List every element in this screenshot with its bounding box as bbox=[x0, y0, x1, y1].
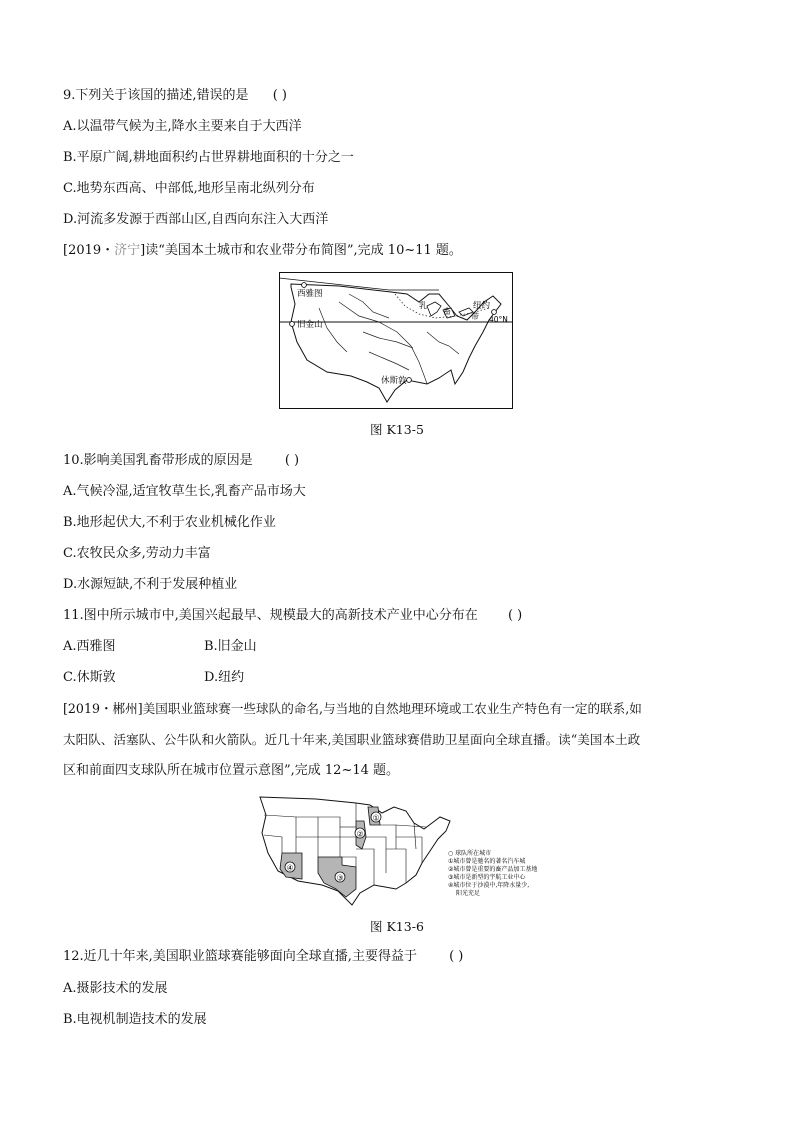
q11-option-d: D.纽约 bbox=[204, 670, 245, 685]
intro2-line1: [2019・郴州]美国职业篮球赛一些球队的命名,与当地的自然地理环境或工农业生产特色有一定的联系,如 bbox=[63, 701, 642, 716]
marker-1: ① bbox=[372, 813, 380, 823]
label-dairy-2: 畜 bbox=[443, 307, 451, 316]
label-new-york: 纽约 bbox=[473, 301, 491, 311]
q9-option-d: D.河流多发源于西部山区,自西向东注入大西洋 bbox=[63, 212, 329, 227]
q9-stem bbox=[63, 86, 287, 106]
q10-option-b: B.地形起伏大,不利于农业机械化作业 bbox=[63, 515, 276, 530]
q12-option-a: A.摄影技术的发展 bbox=[63, 981, 168, 996]
q10-option-d: D.水源短缺,不利于发展种植业 bbox=[63, 577, 238, 592]
label-san-francisco: 旧金山 bbox=[297, 320, 323, 330]
q11-stem-text: 11.图中所示城市中,美国兴起最早、规模最大的高新技术产业中心分布在 bbox=[63, 608, 478, 623]
label-seattle: 西雅图 bbox=[297, 289, 323, 299]
q11-option-c: C.休斯敦 bbox=[63, 670, 116, 685]
q9-answer-paren: ( ) bbox=[272, 88, 287, 103]
q11-stem bbox=[63, 606, 522, 626]
q10-stem bbox=[63, 451, 299, 471]
legend-0: ○ 球队所在城市 bbox=[448, 850, 492, 857]
label-dairy-1: 乳 bbox=[419, 301, 427, 310]
legend-3: ③城市是新型的宇航工业中心 bbox=[448, 874, 526, 881]
legend-4: ④城市位于沙漠中,年降水量少, bbox=[448, 882, 530, 889]
q12-option-b: B.电视机制造技术的发展 bbox=[63, 1012, 207, 1027]
legend-2: ②城市曾是重要的畜产品加工基地 bbox=[448, 866, 538, 873]
legend-5: 阳光充足 bbox=[456, 890, 481, 897]
intro1-place: 济宁 bbox=[114, 243, 141, 258]
q9-option-b: B.平原广阔,耕地面积约占世界耕地面积的十分之一 bbox=[63, 150, 354, 165]
intro2-line3: 区和前面四支球队所在城市位置示意图”,完成 12~14 题。 bbox=[63, 763, 400, 778]
q10-option-a: A.气候冷湿,适宜牧草生长,乳畜产品市场大 bbox=[63, 484, 306, 499]
intro-10-11 bbox=[63, 241, 462, 261]
q11-option-b: B.旧金山 bbox=[204, 639, 257, 654]
q11-option-a: A.西雅图 bbox=[63, 639, 116, 654]
q11-answer-paren: ( ) bbox=[507, 608, 523, 623]
intro1-bracket: [2019・ bbox=[63, 243, 115, 258]
q12-stem-text: 12.近几十年来,美国职业篮球赛能够面向全球直播,主要得益于 bbox=[63, 949, 417, 964]
label-houston: 休斯敦 bbox=[381, 376, 407, 386]
q10-option-c: C.农牧民众多,劳动力丰富 bbox=[63, 546, 211, 561]
intro2-line2: 太阳队、活塞队、公牛队和火箭队。近几十年来,美国职业篮球赛借助卫星面向全球直播。读“美国本土政 bbox=[63, 732, 641, 747]
label-dairy-3: 带 bbox=[471, 312, 479, 321]
us-city-agri-map bbox=[279, 272, 513, 409]
marker-4: ④ bbox=[286, 863, 294, 873]
q9-option-c: C.地势东西高、中部低,地形呈南北纵列分布 bbox=[63, 181, 315, 196]
q9-stem-text: 9.下列关于该国的描述,错误的是 bbox=[63, 88, 249, 103]
q10-answer-paren: ( ) bbox=[284, 453, 300, 468]
legend-1: ①城市曾是驰名的著名汽车城 bbox=[448, 858, 526, 865]
marker-2: ② bbox=[356, 829, 364, 839]
marker-3: ③ bbox=[336, 873, 344, 883]
label-40n: 40°N bbox=[489, 315, 508, 324]
intro1-rest: ]读“美国本土城市和农业带分布简图”,完成 10~11 题。 bbox=[140, 243, 462, 258]
us-states-team-map bbox=[256, 793, 546, 908]
q12-stem bbox=[63, 947, 463, 967]
q10-stem-text: 10.影响美国乳畜带形成的原因是 bbox=[63, 453, 253, 468]
fig2-caption: 图 K13-6 bbox=[370, 919, 424, 934]
fig1-caption: 图 K13-5 bbox=[370, 422, 424, 437]
q9-option-a: A.以温带气候为主,降水主要来自于大西洋 bbox=[63, 119, 302, 134]
q12-answer-paren: ( ) bbox=[449, 949, 464, 964]
